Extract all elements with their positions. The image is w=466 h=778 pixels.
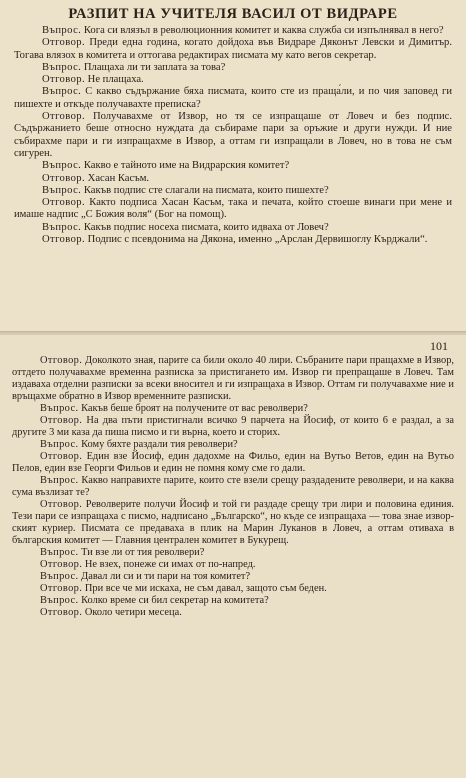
- dialogue-paragraph: [12, 355, 454, 403]
- paragraph-text: На два пъти пристигнали всичко 9 парчета на Йосиф, от които 6 е раздал, а за другите 3 ми каза да пиша писмо и ги върна, което и сторих.: [12, 415, 454, 438]
- paragraph-text: Какъв беше броят на получените от вас револвери?: [78, 403, 308, 414]
- dialogue-paragraph: [12, 607, 454, 619]
- paragraph-text: Какъв подпис сте слагали на писмата, които пишехте?: [81, 184, 329, 196]
- dialogue-paragraph: [14, 234, 452, 246]
- page-top-text: [14, 25, 452, 246]
- paragraph-text: Както подписа Хасан Касъм, така и печата, който стоеше винаги при мене и имаше надпис „С Божия воля“ (Бог на помощ).: [14, 197, 452, 221]
- speaker-label: Въпрос.: [42, 221, 82, 233]
- paragraph-text: Револверите получи Йосиф и той ги раздаде срещу три лири и половина единия. Тези пари се изпращаха с писмо, надписано „Българско“, но къде се изпращаха — това знае извор-ският куриер. Писмата се предаваха в плик на Марин Луканов в Ловеч, а оттам отиваха в българския комитет — Главния централен комитет в Букурещ.: [12, 499, 454, 546]
- speaker-label: Отговор.: [40, 499, 83, 510]
- page-bottom-text: [12, 355, 454, 619]
- speaker-label: Отговор.: [40, 559, 83, 570]
- speaker-label: Отговор.: [42, 74, 86, 86]
- speaker-label: Отговор.: [40, 415, 83, 426]
- dialogue-paragraph: [12, 403, 454, 415]
- dialogue-paragraph: [12, 583, 454, 595]
- paragraph-text: Колко време си бил секретар на комитета?: [78, 595, 269, 606]
- dialogue-paragraph: [14, 222, 452, 234]
- speaker-label: Въпрос.: [40, 547, 79, 558]
- speaker-label: Въпрос.: [40, 595, 79, 606]
- speaker-label: Въпрос.: [42, 86, 82, 98]
- paragraph-text: Кога си влязъл в революционния комитет и каква служба си изпълнявал в него?: [81, 25, 444, 36]
- paragraph-text: Подпис с псевдонима на Дякона, именно „Арслан Дервишоглу Кърджали“.: [85, 234, 428, 246]
- paragraph-text: Плащаха ли ти заплата за това?: [81, 61, 226, 73]
- dialogue-paragraph: [14, 86, 452, 111]
- speaker-label: Въпрос.: [42, 61, 82, 73]
- speaker-label: Въпрос.: [40, 475, 79, 486]
- dialogue-paragraph: [14, 37, 452, 62]
- book-page-top: [0, 0, 466, 333]
- paragraph-text: Ти взе ли от тия револвери?: [78, 547, 205, 558]
- dialogue-paragraph: [14, 74, 452, 86]
- speaker-label: Отговор.: [42, 234, 86, 246]
- paragraph-text: Какво направихте парите, които сте взели срещу раздадените револвери, и на каква сума възлизат те?: [12, 475, 454, 498]
- page-number: 101: [430, 339, 448, 353]
- dialogue-paragraph: [12, 499, 454, 547]
- paragraph-text: Хасан Касъм.: [85, 172, 150, 184]
- paragraph-text: Какво е тайното име на Видрарския комитет?: [81, 160, 290, 172]
- speaker-label: Въпрос.: [40, 439, 79, 450]
- dialogue-paragraph: [12, 547, 454, 559]
- dialogue-paragraph: [14, 62, 452, 74]
- speaker-label: Въпрос.: [40, 571, 79, 582]
- dialogue-paragraph: [14, 173, 452, 185]
- speaker-label: Въпрос.: [42, 25, 82, 36]
- dialogue-paragraph: [12, 475, 454, 499]
- book-page-bottom: [0, 335, 466, 778]
- paragraph-text: Получавахме от Извор, но тя се изпращаше от Ловеч и без подпис. Съдържанието беше относно нуждата да събираме пари за оръжие и други нужди. И ние събирахме пари и ги изпращахме в Извор, а оттам ги изпращали в Ловеч, но в това не съм сигурен.: [14, 111, 452, 159]
- paragraph-text: Доколкото зная, парите са били около 40 лири. Събраните пари пращахме в Извор, оттдето получавахме временна разписка за пристигането им. Извор ги препращаше в Ловеч. Там издаваха отделни разписки за всеки вносител и ги изпращаха в Извор. Оттам ги получавахме ние и връщахме обратно в Извор временните разписки.: [12, 355, 454, 402]
- speaker-label: Отговор.: [42, 197, 86, 209]
- paragraph-text: Не плащаха.: [85, 74, 144, 86]
- dialogue-paragraph: [14, 111, 452, 160]
- paragraph-text: При все че ми искаха, не съм давал, защото съм беден.: [82, 583, 327, 594]
- paragraph-text: С какво съдържание бяха писмата, които сте из праща́ли, и по чия заповед ги пишехте и откъде получавахте преписка?: [14, 86, 452, 110]
- speaker-label: Въпрос.: [40, 403, 79, 414]
- speaker-label: Отговор.: [40, 583, 83, 594]
- dialogue-paragraph: [12, 559, 454, 571]
- paragraph-text: Преди една година, когато дойдоха във Видраре Дяконът Левски и Димитър. Тогава влязох в комитета и оттогава редактирах писмата му като вегов секретар.: [14, 37, 452, 61]
- dialogue-paragraph: [14, 160, 452, 172]
- dialogue-paragraph: [14, 25, 452, 37]
- paragraph-text: Давал ли си и ти пари на тоя комитет?: [78, 571, 251, 582]
- dialogue-paragraph: [14, 185, 452, 197]
- dialogue-paragraph: [12, 595, 454, 607]
- speaker-label: Отговор.: [42, 172, 86, 184]
- dialogue-paragraph: [12, 451, 454, 475]
- paragraph-text: Какъв подпис носеха писмата, които идваха от Ловеч?: [81, 221, 329, 233]
- speaker-label: Отговор.: [40, 451, 83, 462]
- speaker-label: Отговор.: [42, 37, 86, 49]
- paragraph-text: Около четири месеца.: [82, 607, 182, 618]
- speaker-label: Отговор.: [40, 355, 83, 366]
- paragraph-text: Един взе Йосиф, един дадохме на Фильо, един на Вутьо Ветов, един на Вутьо Пелов, един взе Георги Фильов и един не помня кому сме го дали.: [12, 451, 454, 474]
- speaker-label: Отговор.: [42, 111, 86, 123]
- dialogue-paragraph: [12, 415, 454, 439]
- speaker-label: Въпрос.: [42, 160, 82, 172]
- dialogue-paragraph: [12, 571, 454, 583]
- speaker-label: Въпрос.: [42, 184, 82, 196]
- page-title: РАЗПИТ НА УЧИТЕЛЯ ВАСИЛ ОТ ВИДРАРЕ: [68, 6, 398, 22]
- speaker-label: Отговор.: [40, 607, 83, 618]
- dialogue-paragraph: [12, 439, 454, 451]
- paragraph-text: Кому бяхте раздали тия револвери?: [78, 439, 238, 450]
- paragraph-text: Не взех, понеже си имах от по-напред.: [82, 559, 256, 570]
- dialogue-paragraph: [14, 197, 452, 222]
